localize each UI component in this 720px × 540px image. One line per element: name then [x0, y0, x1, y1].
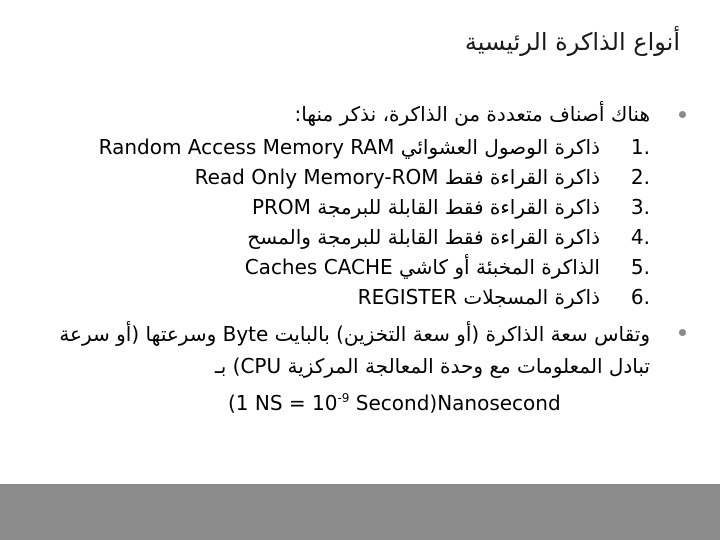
item-number: 5. [630, 255, 650, 279]
footer-bar [0, 484, 720, 540]
item-label-ar: ذاكرة المسجلات [463, 285, 600, 309]
memory-types-list [40, 132, 690, 312]
list-item [40, 282, 690, 312]
item-label-en: PROM [251, 195, 311, 219]
list-item [40, 162, 690, 192]
ns-prefix: (1 NS = 10 [228, 391, 338, 415]
nanosecond-definition [40, 382, 690, 419]
item-label-ar: الذاكرة المخبئة أو كاشي [399, 255, 600, 279]
item-label-en: Read Only Memory-ROM [194, 165, 439, 189]
memory-size-note [40, 318, 690, 419]
size-note-text: وتقاس سعة الذاكرة (أو سعة التخزين) بالبايت Byte وسرعتها (أو سرعة تبادل المعلومات مع وحدة المعالجة المركزية CPU) بـ [59, 322, 650, 378]
bullet-dot-icon [679, 111, 686, 118]
list-item [40, 222, 690, 252]
item-label-en: REGISTER [357, 285, 458, 309]
list-item [40, 252, 690, 282]
item-number: 2. [630, 165, 650, 189]
slide-content [40, 100, 690, 419]
item-number: 6. [630, 285, 650, 309]
size-bullet [40, 318, 690, 382]
item-label-ar: ذاكرة القراءة فقط القابلة للبرمجة [317, 195, 600, 219]
ns-exponent: -9 [337, 391, 350, 405]
list-item [40, 132, 690, 162]
item-label-en: Caches CACHE [244, 255, 393, 279]
item-number: 1. [630, 135, 650, 159]
item-number: 3. [630, 195, 650, 219]
item-label-ar: ذاكرة القراءة فقط [444, 165, 600, 189]
item-label-en: Random Access Memory RAM [98, 135, 395, 159]
intro-text: هناك أصناف متعددة من الذاكرة، نذكر منها: [294, 102, 650, 126]
bullet-dot-icon [679, 329, 686, 336]
slide-title: أنواع الذاكرة الرئيسية [464, 28, 680, 56]
ns-suffix: Second)Nanosecond [349, 391, 561, 415]
intro-bullet [40, 100, 690, 128]
item-label-ar: ذاكرة القراءة فقط القابلة للبرمجة والمسح [247, 225, 600, 249]
item-number: 4. [630, 225, 650, 249]
item-label-ar: ذاكرة الوصول العشوائي [400, 135, 600, 159]
list-item [40, 192, 690, 222]
